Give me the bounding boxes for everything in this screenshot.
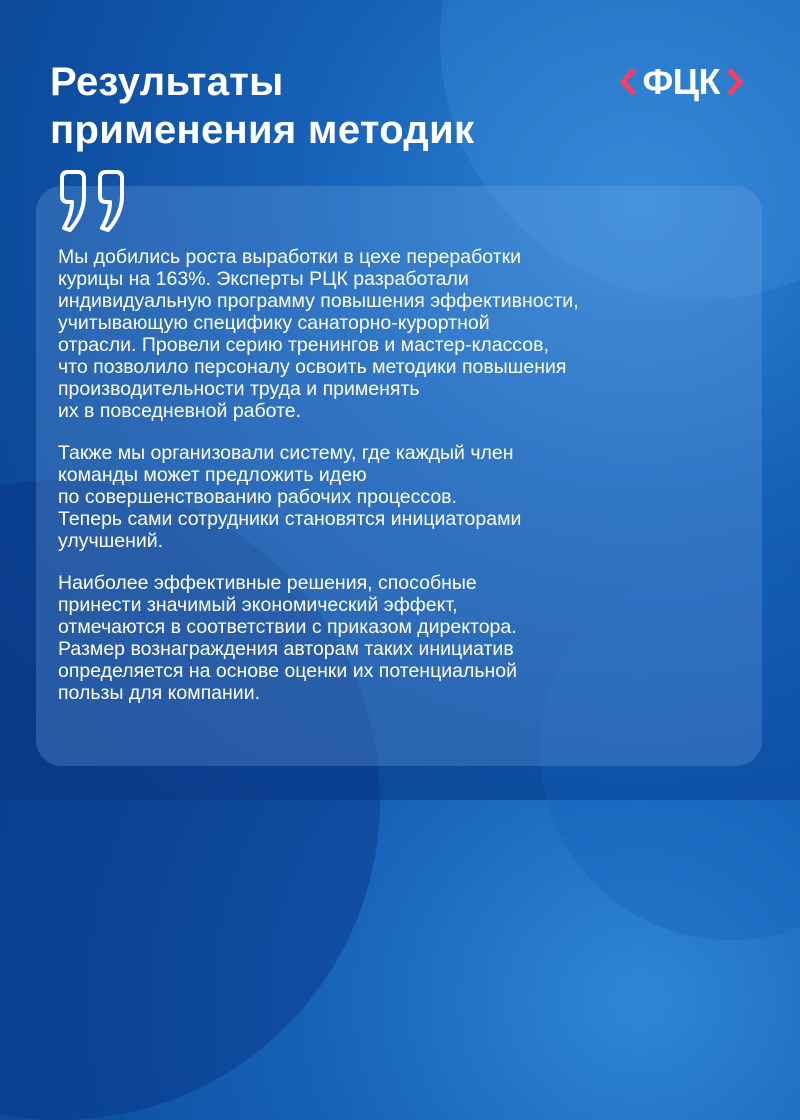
quote-icon (54, 170, 136, 234)
paragraph-1: Мы добились роста выработки в цехе переработки курицы на 163%. Эксперты РЦК разработали индивидуальную программу повышения эффективности, учитывающую специфику санаторно-курортной отрасли. Провели серию тренингов и мастер-классов, что позволило персоналу освоить методики повышения производительности труда и применять их в повседневной работе. (58, 246, 579, 422)
paragraph-2: Также мы организовали систему, где каждый член команды может предложить идею по совершенствованию рабочих процессов. Теперь сами сотрудники становятся инициаторами улучшений. (58, 442, 522, 552)
chevron-left-icon (619, 67, 637, 97)
rck-logo (619, 61, 745, 102)
chevron-right-icon (726, 67, 744, 97)
title-line-1: Результаты (50, 60, 284, 104)
page-title (50, 58, 474, 154)
title-line-2: применения методик (50, 108, 475, 152)
logo-text: ФЦК (642, 61, 720, 102)
paragraph-3: Наиболее эффективные решения, способные принести значимый экономический эффект, отмечаются в соответствии с приказом директора. Размер вознаграждения авторам таких инициатив определяется на основе оценки их потенциальной пользы для компании. (58, 572, 518, 704)
quote-body (58, 246, 758, 724)
